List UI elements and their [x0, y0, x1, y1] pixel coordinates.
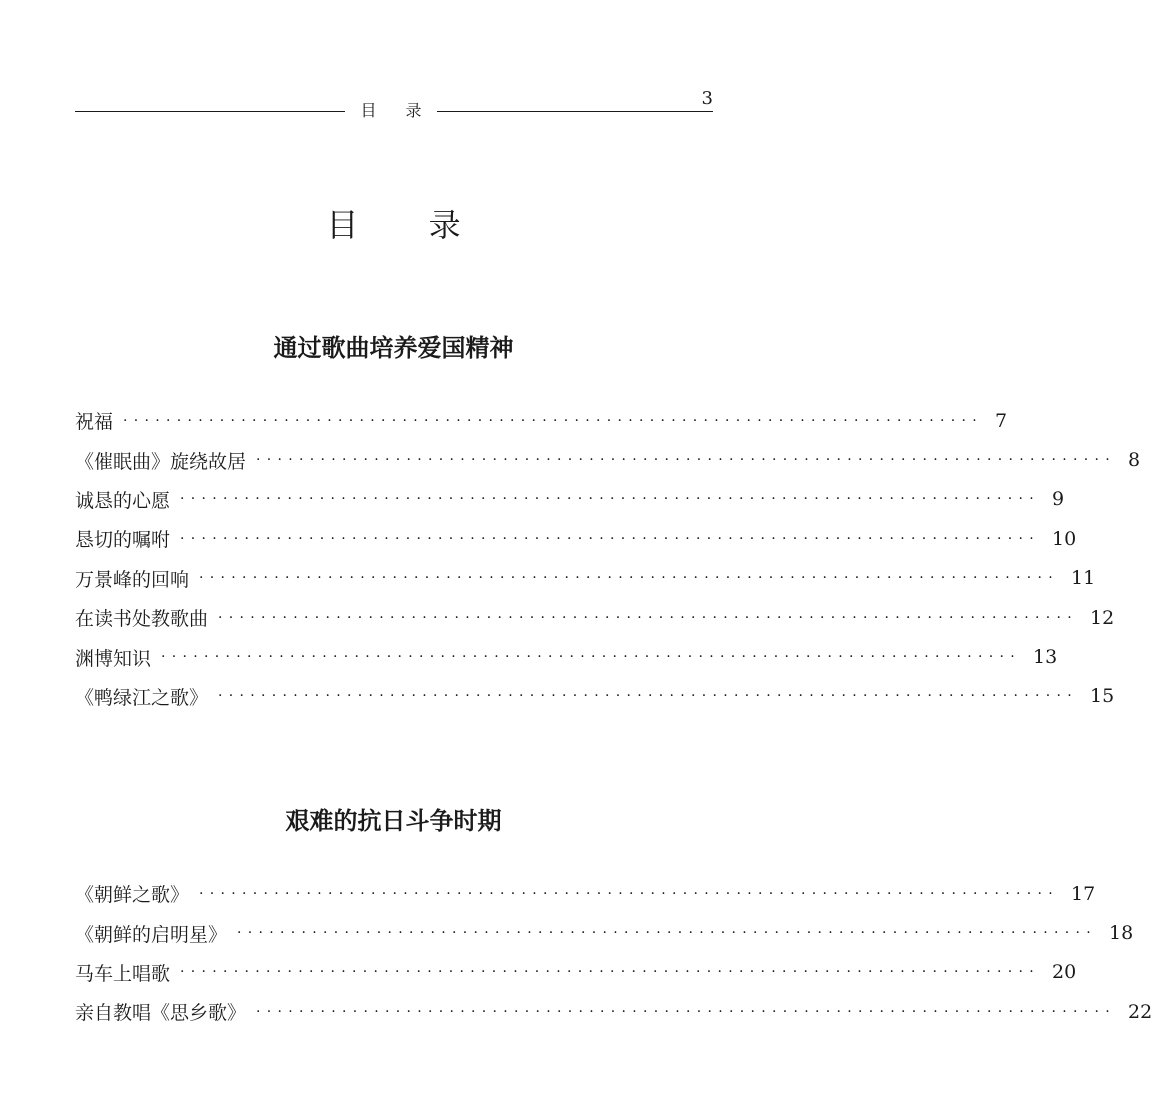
running-head-rule-left — [75, 111, 345, 112]
section-title-1: 通过歌曲培养爱国精神 — [273, 334, 514, 362]
page-title: 目 录 — [326, 206, 491, 244]
running-head — [75, 88, 713, 122]
toc-entry-label: 《朝鲜之歌》 — [75, 884, 190, 907]
toc-entry-label: 在读书处教歌曲 — [75, 608, 209, 631]
toc-list-section-2 — [75, 874, 1152, 1032]
toc-entry-page: 7 — [995, 409, 1008, 432]
toc-entry-page: 20 — [1052, 961, 1077, 984]
toc-entry-page: 13 — [1033, 646, 1058, 669]
section-title-2: 艰难的抗日斗争时期 — [285, 807, 502, 835]
toc-entry-page: 18 — [1109, 922, 1134, 945]
toc-entry[interactable] — [75, 637, 1058, 676]
toc-leader-dots: ················································································ — [218, 688, 1079, 705]
toc-entry-page: 11 — [1071, 567, 1096, 590]
toc-entry-page: 15 — [1090, 685, 1115, 708]
toc-entry-label: 渊博知识 — [75, 647, 152, 670]
toc-entry-page: 10 — [1052, 527, 1077, 550]
toc-entry[interactable] — [75, 677, 1115, 716]
toc-leader-dots: ················································································ — [218, 609, 1079, 626]
toc-entry-label: 《朝鲜的启明星》 — [75, 923, 228, 946]
toc-entry[interactable] — [75, 440, 1141, 479]
toc-entry-label: 万景峰的回响 — [75, 568, 190, 591]
toc-entry-label: 《催眠曲》旋绕故居 — [75, 450, 247, 473]
toc-list-section-1 — [75, 401, 1141, 716]
toc-leader-dots: ················································································ — [123, 412, 984, 429]
toc-entry[interactable] — [75, 401, 1008, 440]
toc-entry-label: 祝福 — [75, 411, 114, 434]
toc-leader-dots: ················································································ — [256, 1003, 1117, 1020]
toc-entry[interactable] — [75, 480, 1065, 519]
toc-entry[interactable] — [75, 992, 1152, 1031]
toc-leader-dots: ················································································ — [199, 570, 1060, 587]
toc-entry[interactable] — [75, 519, 1077, 558]
toc-entry-label: 马车上唱歌 — [75, 962, 171, 985]
toc-leader-dots: ················································································ — [256, 452, 1117, 469]
toc-leader-dots: ················································································ — [161, 649, 1022, 666]
running-head-rule-right — [437, 111, 713, 112]
toc-leader-dots: ················································································ — [180, 964, 1041, 981]
toc-entry-label: 亲自教唱《思乡歌》 — [75, 1002, 247, 1025]
toc-leader-dots: ················································································ — [180, 491, 1041, 508]
toc-entry[interactable] — [75, 913, 1134, 952]
toc-leader-dots: ················································································ — [180, 530, 1041, 547]
toc-entry-label: 恳切的嘱咐 — [75, 529, 171, 552]
page-number: 3 — [701, 88, 713, 109]
toc-entry[interactable] — [75, 559, 1096, 598]
toc-entry-label: 《鸭绿江之歌》 — [75, 686, 209, 709]
running-head-title: 目 录 — [360, 101, 434, 120]
toc-entry-page: 22 — [1128, 1000, 1152, 1023]
toc-entry-page: 12 — [1090, 606, 1115, 629]
toc-leader-dots: ················································································ — [237, 925, 1098, 942]
toc-entry[interactable] — [75, 953, 1077, 992]
toc-entry-page: 8 — [1128, 449, 1141, 472]
toc-entry[interactable] — [75, 874, 1096, 913]
toc-entry[interactable] — [75, 598, 1115, 637]
toc-entry-label: 诚恳的心愿 — [75, 489, 171, 512]
toc-entry-page: 9 — [1052, 488, 1065, 511]
toc-entry-page: 17 — [1071, 882, 1096, 905]
toc-leader-dots: ················································································ — [199, 885, 1060, 902]
